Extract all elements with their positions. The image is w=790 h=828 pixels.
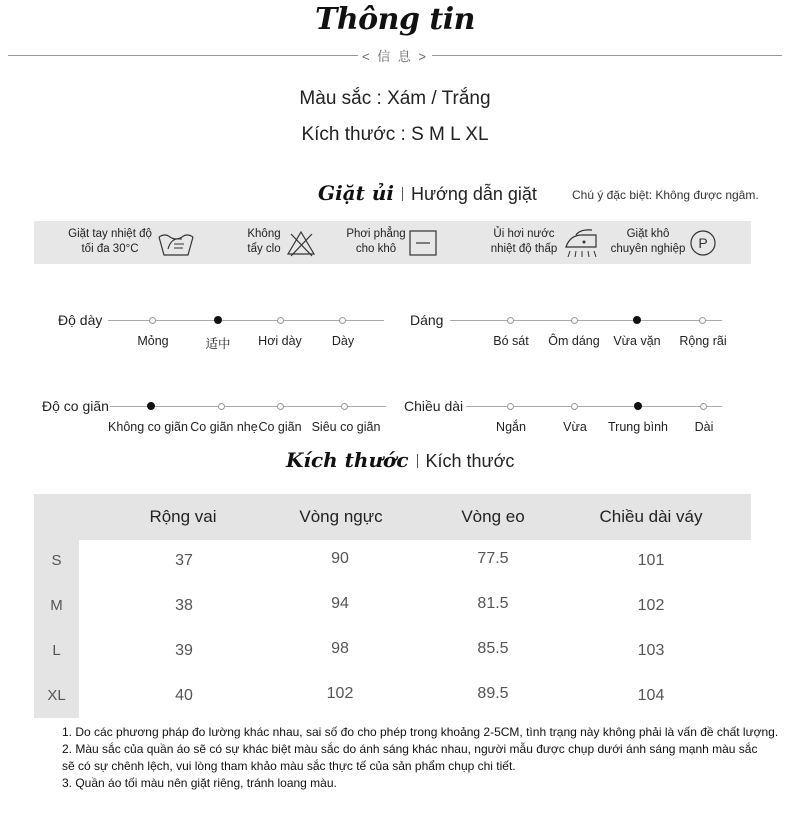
table-cell: 98 [331, 640, 349, 657]
fit-dot-3 [699, 317, 706, 324]
no-bleach-icon [286, 229, 316, 257]
length-dot-1 [571, 403, 578, 410]
page-subtitle: < 信 息 > [361, 49, 429, 64]
thickness-dot-0 [149, 317, 156, 324]
table-cell: 39 [175, 642, 193, 659]
care-item-label: Phơi phẳng [346, 228, 406, 240]
table-cell: 104 [637, 687, 665, 704]
size-heading-text: Kích thước [425, 451, 515, 471]
footnote: 3. Quần áo tối màu nên giặt riêng, tránh loang màu. [62, 776, 337, 790]
stretch-dot-0-selected [147, 402, 155, 410]
table-cell: 77.5 [477, 550, 509, 567]
row-size-label: S [51, 552, 62, 569]
stretch-dot-2 [277, 403, 284, 410]
care-heading [318, 181, 537, 205]
fit-label: Dáng [410, 312, 444, 328]
care-item-dry-flat [336, 227, 416, 257]
stretch-option: Siêu co giãn [311, 420, 381, 434]
fit-option: Rộng rãi [679, 334, 727, 348]
row-size-label: L [52, 642, 61, 659]
page-title: Thông tin [315, 2, 475, 37]
table-cell: 90 [331, 550, 349, 567]
stretch-label: Độ co giãn [42, 398, 109, 414]
length-option: Dài [694, 420, 714, 434]
length-option: Trung bình [608, 420, 668, 434]
footnote: sẽ có sự chênh lệch, vui lòng tham khảo màu sắc thực tế của sản phẩm chụp chi tiết. [62, 759, 516, 773]
steam-iron-icon [562, 227, 602, 259]
fit-option: Vừa vặn [613, 334, 661, 348]
size-heading-script: Kích thước [286, 448, 409, 472]
fit-dot-1 [571, 317, 578, 324]
column-header: Vòng eo [461, 507, 525, 526]
care-item-label: nhiệt độ thấp [490, 243, 558, 255]
care-item-label: cho khô [355, 243, 397, 255]
heading-separator [402, 187, 403, 201]
length-dot-2-selected [634, 402, 642, 410]
length-option: Vừa [563, 420, 587, 434]
care-item-label: Ủi hơi nước [493, 228, 555, 240]
care-heading-text: Hướng dẫn giặt [410, 184, 537, 204]
thickness-option: Mỏng [137, 334, 169, 348]
thickness-option: 适中 [205, 337, 231, 351]
dry-flat-icon [408, 229, 438, 257]
table-cell: 102 [326, 685, 354, 702]
care-item-label: Không [247, 228, 281, 240]
thickness-option: Hơi dày [258, 334, 302, 348]
column-header: Chiều dài váy [599, 507, 703, 526]
fit-option: Bó sát [493, 334, 529, 348]
stretch-option: Co giãn nhẹ [190, 420, 258, 434]
fit-dot-2-selected [633, 316, 641, 324]
dry-clean-p-icon [688, 229, 718, 257]
footnote: 1. Do các phương pháp đo lường khác nhau, sai số đo cho phép trong khoảng 2-5CM, tình trạng này không phải là vấn đề chất lượng. [62, 725, 779, 739]
care-item-dry-clean [606, 227, 690, 257]
care-item-label: tẩy clo [247, 243, 281, 255]
stretch-option: Co giãn [258, 420, 302, 434]
care-heading-script: Giặt ủi [318, 181, 394, 205]
table-cell: 40 [175, 687, 193, 704]
thickness-dot-1-selected [214, 316, 222, 324]
care-item-label: Giặt khô [626, 228, 670, 240]
length-option: Ngắn [496, 420, 526, 434]
row-size-label: XL [47, 687, 66, 704]
care-item-steam-iron [484, 227, 564, 257]
table-cell: 38 [175, 597, 193, 614]
care-instructions-bar [34, 221, 751, 264]
care-note: Chú ý đặc biệt: Không được ngâm. [572, 188, 759, 202]
length-scale-line [466, 406, 722, 407]
length-dot-0 [507, 403, 514, 410]
table-cell: 81.5 [477, 595, 509, 612]
length-label: Chiều dài [404, 398, 464, 414]
stretch-dot-3 [341, 403, 348, 410]
table-cell: 37 [175, 552, 193, 569]
svg-text:P: P [698, 235, 708, 251]
heading-separator [417, 454, 418, 468]
care-item-label: Giặt tay nhiệt độ [68, 228, 152, 240]
care-item-label: chuyên nghiệp [610, 243, 686, 255]
row-size-label: M [50, 597, 63, 614]
fit-dot-0 [507, 317, 514, 324]
thickness-option: Dày [331, 334, 355, 348]
column-header: Vòng ngực [299, 507, 383, 526]
table-cell: 102 [637, 597, 665, 614]
table-cell: 85.5 [477, 640, 509, 657]
fit-scale-line [450, 320, 722, 321]
table-cell: 89.5 [477, 685, 509, 702]
care-item-hand-wash [60, 227, 160, 257]
footnote: 2. Màu sắc của quần áo sẽ có sự khác biệt màu sắc do ánh sáng khác nhau, người mẫu được chụp dưới ánh sáng mạnh màu sắc [62, 742, 758, 756]
color-info: Màu sắc : Xám / Trắng [299, 88, 491, 109]
column-header: Rộng vai [149, 507, 217, 526]
stretch-dot-1 [218, 403, 225, 410]
thickness-dot-2 [277, 317, 284, 324]
stretch-option: Không co giãn [108, 420, 188, 434]
thickness-dot-3 [339, 317, 346, 324]
care-item-label: tối đa 30°C [81, 243, 139, 255]
table-cell: 103 [637, 642, 665, 659]
table-cell: 101 [637, 552, 665, 569]
table-cell: 94 [331, 595, 349, 612]
size-info: Kích thước : S M L XL [301, 124, 489, 145]
length-dot-3 [700, 403, 707, 410]
size-heading [286, 448, 514, 472]
hand-wash-icon [156, 229, 196, 257]
footnotes [62, 724, 782, 792]
thickness-label: Độ dày [58, 312, 103, 328]
fit-option: Ôm dáng [548, 334, 600, 348]
